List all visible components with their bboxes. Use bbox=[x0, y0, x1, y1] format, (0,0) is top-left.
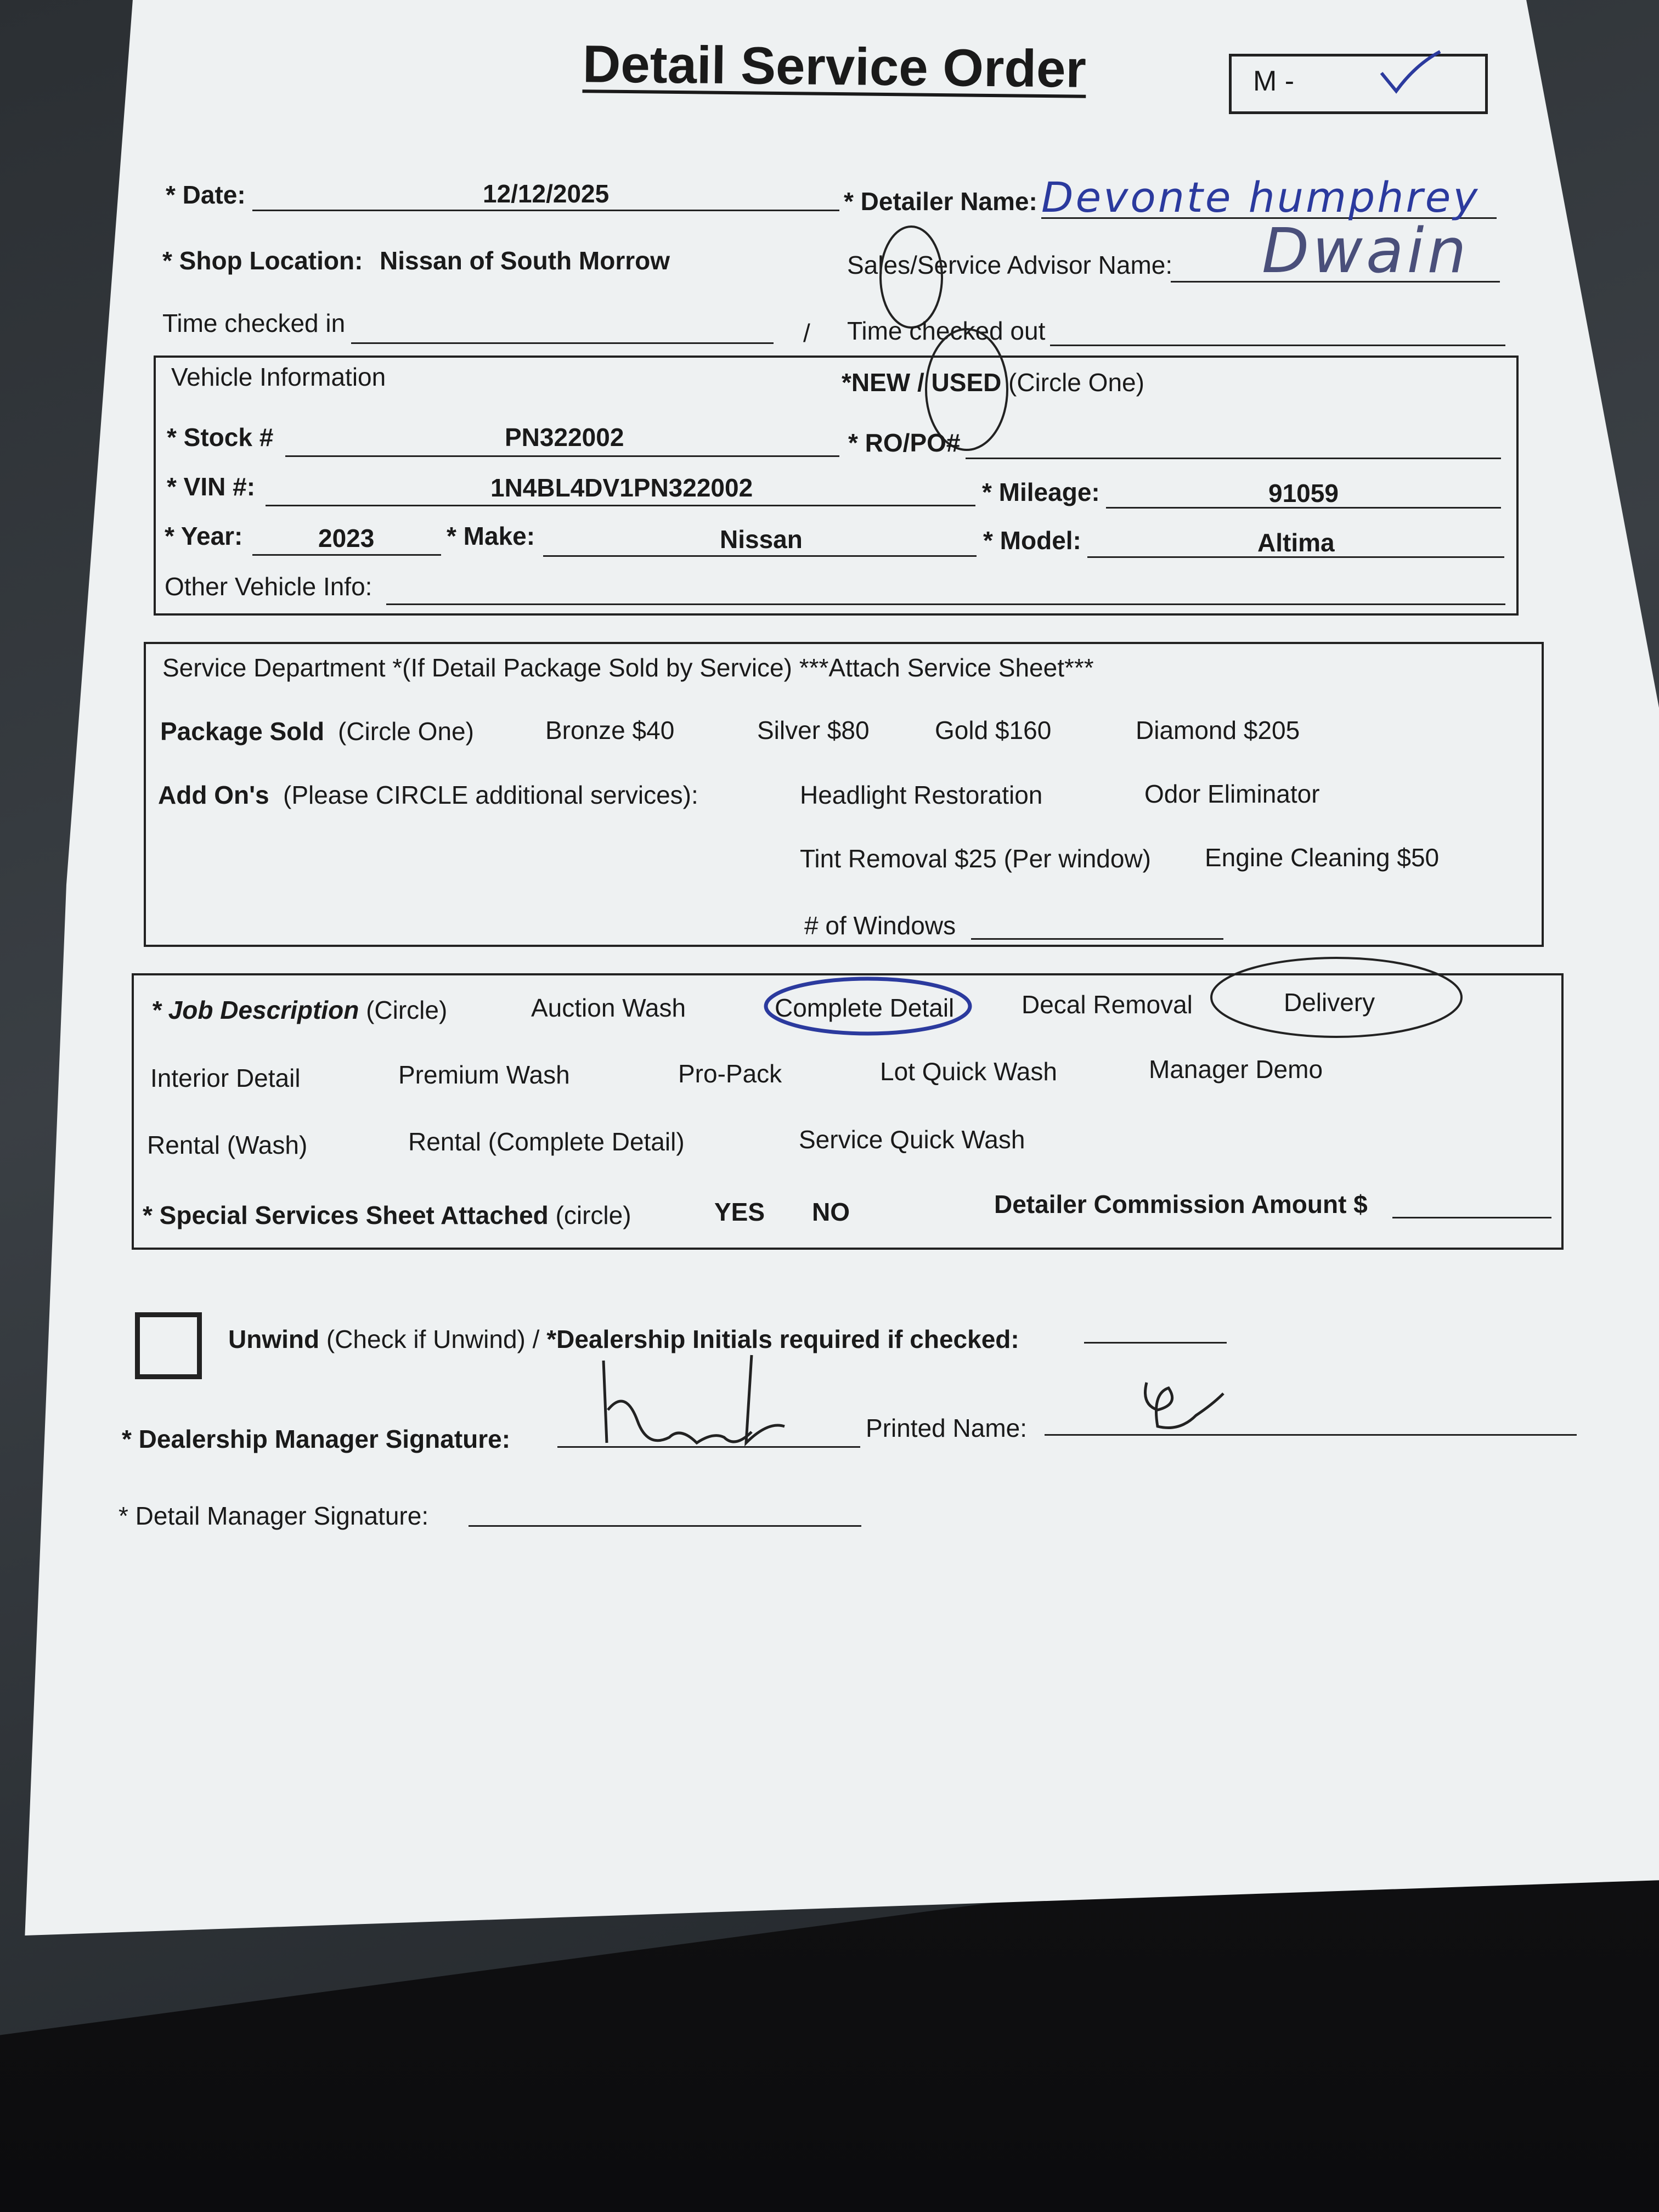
job-pro-pack[interactable]: Pro-Pack bbox=[678, 1059, 782, 1088]
package-hint: (Circle One) bbox=[338, 717, 474, 746]
shop-label: * Shop Location: bbox=[162, 246, 363, 275]
circle-one-hint: (Circle One) bbox=[1008, 368, 1144, 397]
make-line bbox=[543, 555, 977, 557]
check-mark-icon bbox=[1377, 48, 1443, 98]
job-rental-wash[interactable]: Rental (Wash) bbox=[147, 1131, 308, 1159]
job-delivery[interactable]: Delivery bbox=[1284, 988, 1375, 1017]
make-label: * Make: bbox=[447, 522, 535, 550]
windows-line bbox=[971, 938, 1223, 940]
time-out-line bbox=[1050, 345, 1505, 346]
year-value[interactable]: 2023 bbox=[318, 524, 375, 552]
year-line bbox=[252, 554, 441, 556]
vin-label: * VIN #: bbox=[167, 472, 256, 501]
mileage-label: * Mileage: bbox=[982, 478, 1100, 506]
unwind-checkbox[interactable] bbox=[135, 1312, 202, 1379]
initials-label: *Dealership Initials required if checked: bbox=[546, 1325, 1019, 1353]
other-info-label: Other Vehicle Info: bbox=[165, 572, 373, 601]
model-value[interactable]: Altima bbox=[1257, 528, 1335, 557]
vin-line bbox=[266, 505, 975, 506]
windows-label: # of Windows bbox=[804, 911, 956, 940]
addon-tint[interactable]: Tint Removal $25 (Per window) bbox=[800, 844, 1151, 873]
addons-hint: (Please CIRCLE additional services): bbox=[283, 781, 698, 809]
package-diamond[interactable]: Diamond $205 bbox=[1136, 716, 1300, 744]
stock-label: * Stock # bbox=[167, 423, 274, 452]
job-decal-removal[interactable]: Decal Removal bbox=[1022, 990, 1193, 1019]
unwind-hint: (Check if Unwind) / bbox=[326, 1325, 540, 1353]
special-services-hint: (circle) bbox=[555, 1201, 631, 1229]
job-label-text: * Job Description bbox=[151, 996, 359, 1024]
addon-odor[interactable]: Odor Eliminator bbox=[1144, 780, 1320, 808]
job-service-quick-wash[interactable]: Service Quick Wash bbox=[799, 1125, 1025, 1154]
stock-line bbox=[285, 455, 839, 457]
vehicle-heading: Vehicle Information bbox=[171, 363, 386, 391]
detail-manager-signature-line bbox=[469, 1525, 861, 1527]
addon-headlight[interactable]: Headlight Restoration bbox=[800, 781, 1043, 809]
complete-detail-circle-mark bbox=[759, 973, 979, 1039]
printed-name-label: Printed Name: bbox=[866, 1414, 1028, 1442]
service-heading: Service Department *(If Detail Package Sold by Service) ***Attach Service Sheet*** bbox=[162, 653, 1094, 682]
detailer-label: * Detailer Name: bbox=[844, 187, 1037, 216]
delivery-circle-mark bbox=[1205, 947, 1470, 1046]
dealership-signature-label: * Dealership Manager Signature: bbox=[122, 1425, 511, 1453]
time-in-label: Time checked in bbox=[162, 309, 346, 337]
package-bronze[interactable]: Bronze $40 bbox=[545, 716, 675, 744]
vin-value[interactable]: 1N4BL4DV1PN322002 bbox=[490, 473, 753, 502]
package-label: Package Sold bbox=[160, 717, 325, 746]
commission-label: Detailer Commission Amount $ bbox=[994, 1190, 1368, 1218]
form-title: Detail Service Order bbox=[582, 35, 1087, 99]
other-info-line bbox=[386, 603, 1505, 605]
special-services-label: * Special Services Sheet Attached bbox=[143, 1201, 549, 1229]
job-interior-detail[interactable]: Interior Detail bbox=[150, 1064, 301, 1092]
package-silver[interactable]: Silver $80 bbox=[757, 716, 870, 744]
job-label bbox=[151, 997, 447, 1023]
new-used-option[interactable]: *NEW / USED bbox=[842, 368, 1002, 397]
job-premium-wash[interactable]: Premium Wash bbox=[398, 1060, 570, 1089]
mileage-value[interactable]: 91059 bbox=[1268, 479, 1339, 507]
addon-engine[interactable]: Engine Cleaning $50 bbox=[1205, 843, 1440, 872]
make-value[interactable]: Nissan bbox=[720, 525, 803, 554]
job-complete-detail[interactable]: Complete Detail bbox=[775, 994, 955, 1022]
time-out-label: Time checked out bbox=[847, 317, 1046, 345]
date-line bbox=[252, 210, 839, 211]
ro-line bbox=[966, 458, 1501, 459]
special-services-row bbox=[143, 1203, 631, 1228]
ro-label: * RO/PO# bbox=[848, 428, 961, 457]
printed-name-scribble bbox=[1136, 1372, 1229, 1443]
job-lot-quick-wash[interactable]: Lot Quick Wash bbox=[880, 1057, 1057, 1086]
m-number-label: M - bbox=[1253, 65, 1295, 97]
model-label: * Model: bbox=[983, 526, 1081, 555]
date-label: * Date: bbox=[166, 180, 246, 209]
time-slash: / bbox=[803, 319, 810, 347]
stock-value[interactable]: PN322002 bbox=[505, 423, 624, 452]
special-yes-option[interactable]: YES bbox=[714, 1198, 765, 1226]
year-label: * Year: bbox=[165, 522, 243, 550]
unwind-label: Unwind bbox=[228, 1325, 320, 1353]
job-auction-wash[interactable]: Auction Wash bbox=[531, 994, 686, 1022]
detailer-name-handwritten[interactable]: Devonte humphrey bbox=[1041, 173, 1480, 222]
job-rental-complete[interactable]: Rental (Complete Detail) bbox=[408, 1127, 685, 1156]
shop-value: Nissan of South Morrow bbox=[380, 246, 670, 275]
commission-line bbox=[1392, 1217, 1551, 1218]
printed-name-line bbox=[1045, 1434, 1577, 1436]
advisor-label: Sales/Service Advisor Name: bbox=[847, 251, 1173, 279]
advisor-name-handwritten[interactable]: Dwain bbox=[1262, 216, 1470, 287]
initials-line bbox=[1084, 1342, 1227, 1344]
addons-label: Add On's bbox=[158, 781, 269, 809]
detail-manager-signature-label: * Detail Manager Signature: bbox=[119, 1502, 429, 1530]
dealership-signature-scribble bbox=[587, 1339, 817, 1459]
time-in-line bbox=[351, 342, 774, 344]
job-manager-demo[interactable]: Manager Demo bbox=[1149, 1055, 1323, 1084]
job-hint: (Circle) bbox=[366, 996, 448, 1024]
special-no-option[interactable]: NO bbox=[812, 1198, 850, 1226]
date-value[interactable]: 12/12/2025 bbox=[483, 179, 610, 208]
package-gold[interactable]: Gold $160 bbox=[935, 716, 1052, 744]
